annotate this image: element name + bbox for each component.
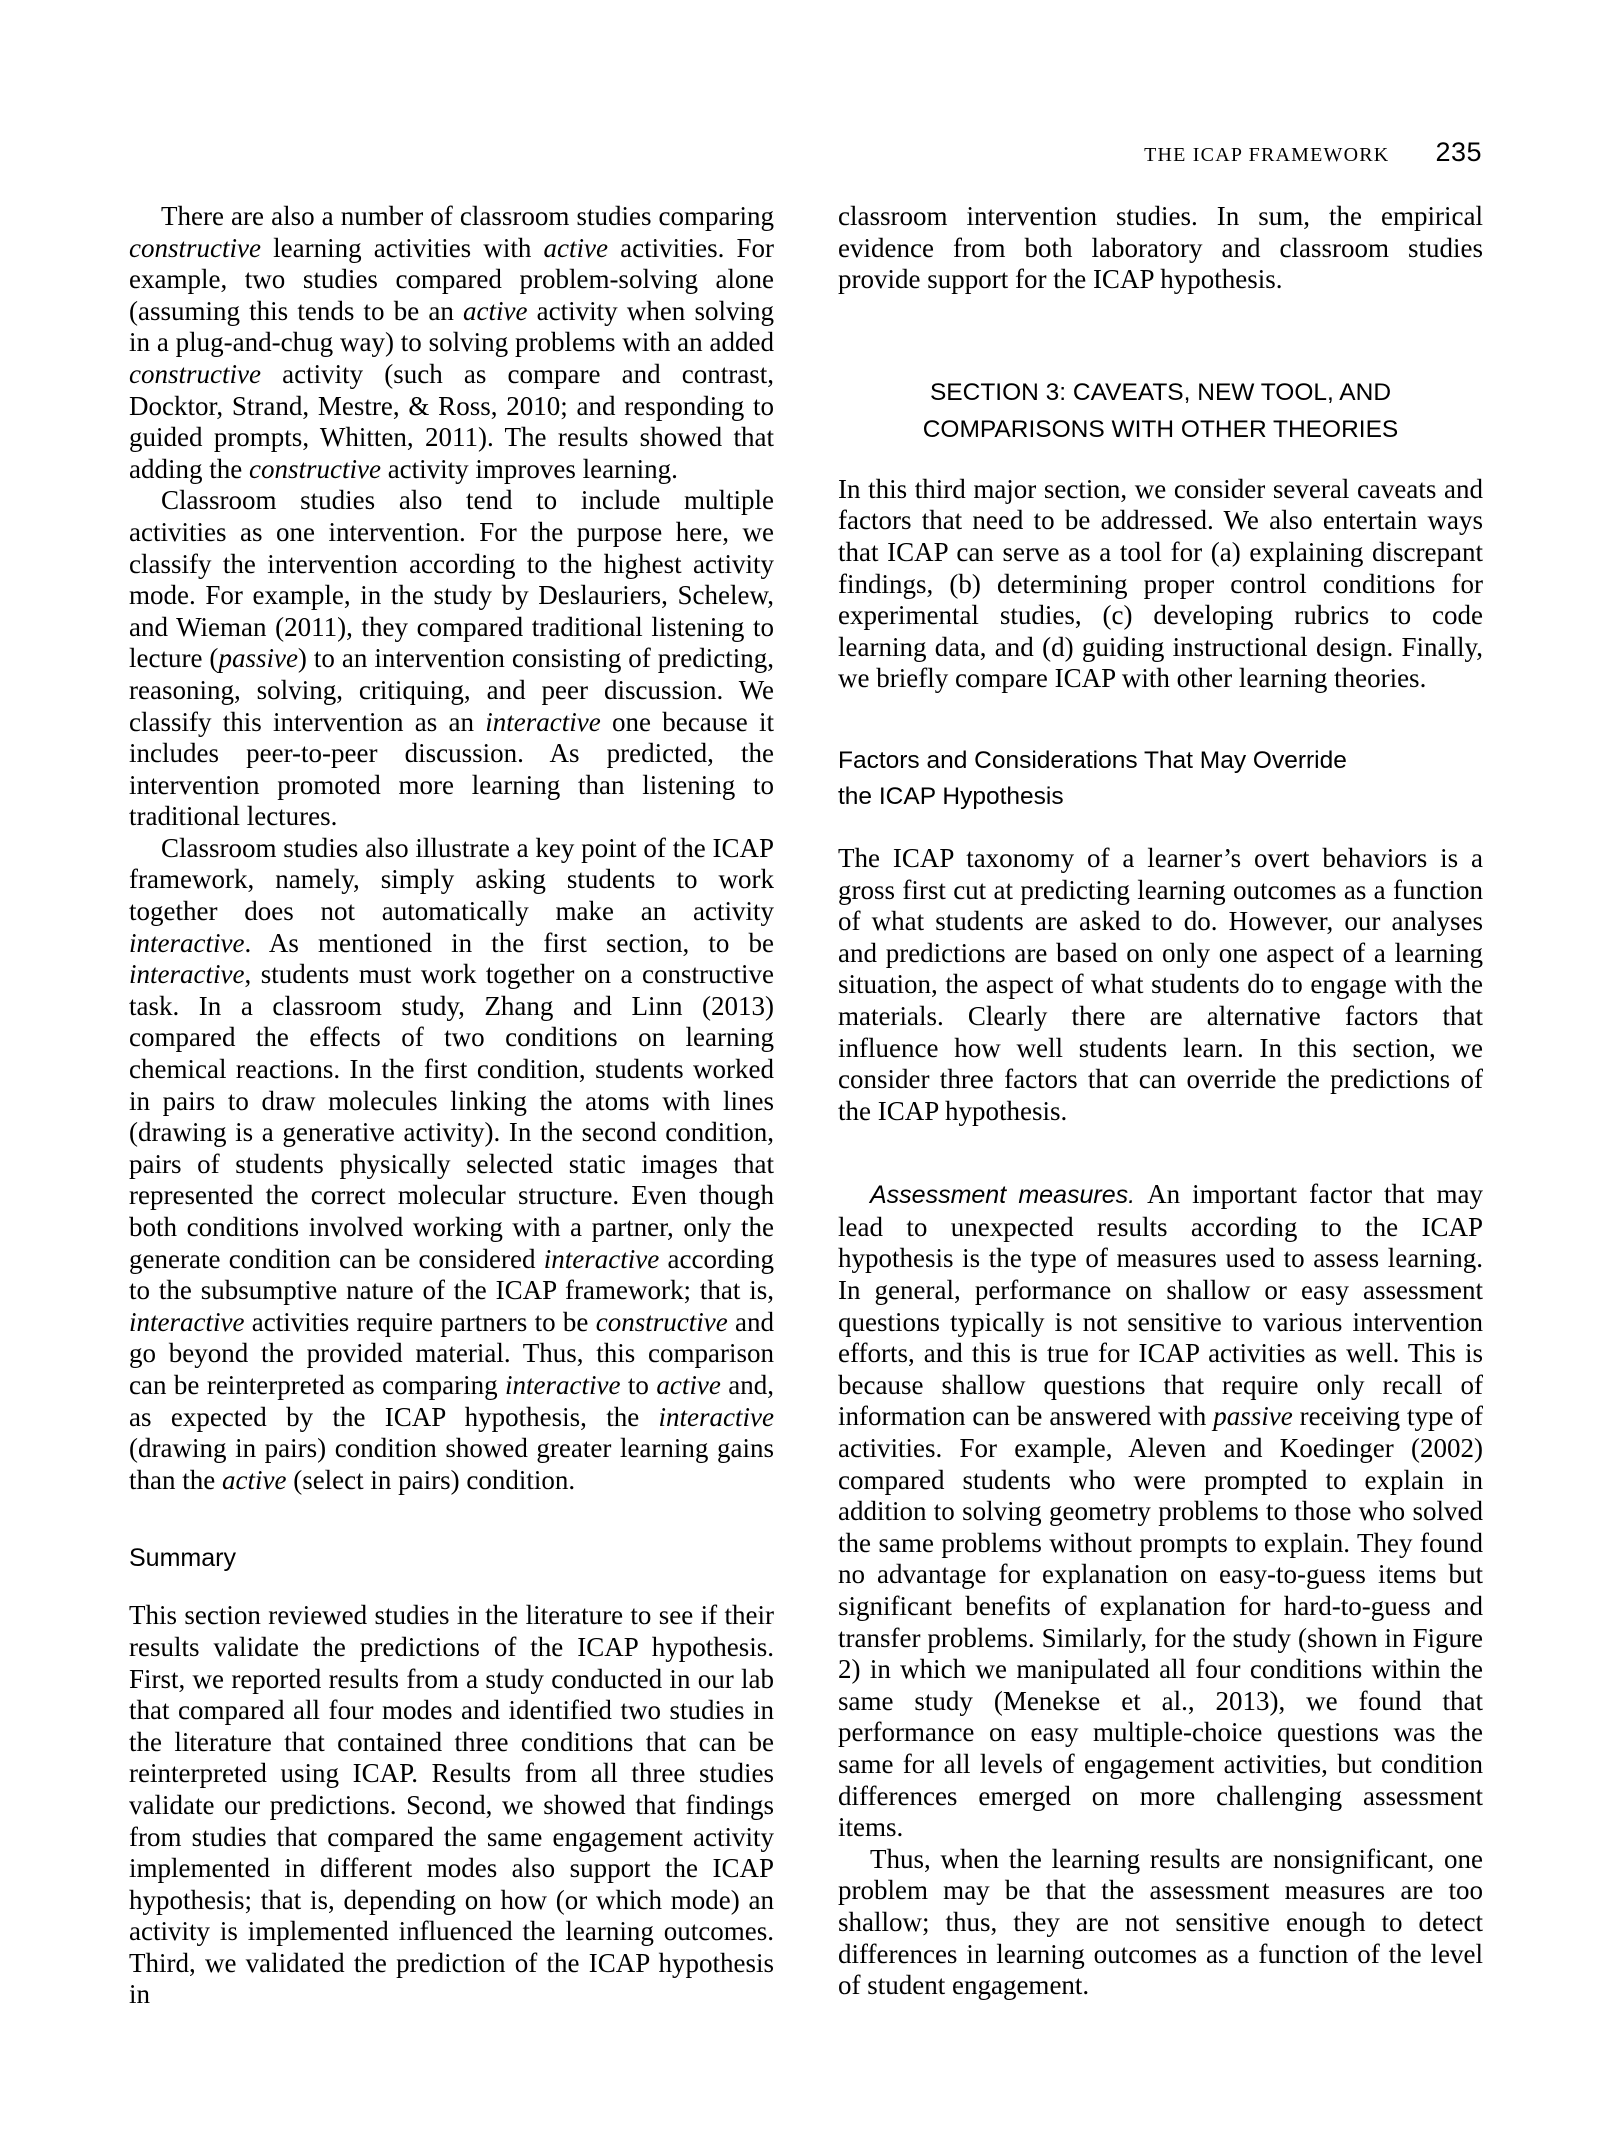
emphasis-text: interactive <box>505 1369 621 1400</box>
paragraph <box>838 474 1483 695</box>
text-segment: ) to an intervention consisting of predicting, reasoning, solving, critiquing, and peer discussion. We classify this intervention as an <box>129 643 775 737</box>
emphasis-text: interactive <box>129 927 245 958</box>
text-segment: This section reviewed studies in the literature to see if their results validate the predictions of the ICAP hypothesis. First, we reported results from a study conducted in our lab that compared all four modes and identified two studies in the literature that contained three conditions that can be reinterpreted using ICAP. Results from all three studies validate our predictions. Second, we showed that findings from studies that compared the same engagement activity implemented in different modes also support the ICAP hypothesis; that is, depending on how (or which mode) an activity is implemented influenced the learning outcomes. Third, we validated the prediction of the ICAP hypothesis in <box>129 1600 774 2010</box>
heading-line: Summary <box>129 1544 236 1573</box>
text-segment: activity improves learning. <box>380 453 678 484</box>
running-head-title: THE ICAP FRAMEWORK <box>1144 144 1390 166</box>
text-segment: one because it includes peer-to-peer discussion. As predicted, the intervention promoted more learning than listening to traditional lectures. <box>129 706 774 832</box>
paragraph <box>129 833 774 1496</box>
text-segment: (select in pairs) condition. <box>286 1464 576 1495</box>
text-segment: There are also a number of classroom studies comparing <box>161 201 774 231</box>
text-segment: activities. For example, two studies compared problem-solving alone (assuming this tends to be an <box>129 232 774 326</box>
text-segment: receiving type of activities. For example, Aleven and Koedinger (2002) compared students who were prompted to explain in addition to solving geometry problems to those who solved the same problems without prompts to explain. They found no advantage for explanation on easy-to-guess items but significant benefits of explanation for hard-to-guess and transfer problems. Similarly, for the study (shown in Figure 2) in which we manipulated all four conditions within the same study (Menekse et al., 2013), we found that performance on easy multiple-choice questions was the same for all levels of engagement activities, but condition differences emerged on more challenging assessment items. <box>838 1401 1483 1843</box>
paragraph <box>129 1600 774 2011</box>
text-segment: activity when solving in a plug-and-chug way) to solving problems with an added <box>129 295 774 358</box>
emphasis-text: interactive <box>129 1306 245 1337</box>
left-text-column <box>129 201 774 2011</box>
emphasis-text: active <box>543 232 608 263</box>
heading-line: Factors and Considerations That May Override <box>838 746 1347 774</box>
emphasis-text: active <box>656 1369 721 1400</box>
heading-line: COMPARISONS WITH OTHER THEORIES <box>922 415 1399 443</box>
paragraph <box>129 201 774 485</box>
paragraph <box>838 843 1483 1127</box>
text-segment: activity (such as compare and contrast, Docktor, Strand, Mestre, & Ross, 2010; and responding to guided prompts, Whitten, 2011). The results showed that adding the <box>129 358 774 484</box>
emphasis-text: interactive <box>485 706 601 737</box>
text-segment: An important factor that may lead to unexpected results according to the ICAP hypothesis is the type of measures used to assess learning. In general, performance on shallow or easy assessment questions typically is not sensitive to various intervention efforts, and this is true for ICAP activities as well. This is because shallow questions that require only recall of information can be answered with <box>838 1179 1483 1432</box>
emphasis-text: constructive <box>595 1306 728 1337</box>
column-heading <box>129 1542 774 1574</box>
emphasis-text: passive <box>1213 1401 1293 1432</box>
paragraph <box>838 1844 1483 2002</box>
emphasis-text: interactive <box>129 959 245 990</box>
text-segment: learning activities with <box>260 232 544 263</box>
emphasis-text: active <box>463 295 528 326</box>
text-segment: . As mentioned in the first section, to be <box>244 927 774 958</box>
heading-line: the ICAP Hypothesis <box>838 782 1064 810</box>
paragraph <box>129 485 774 833</box>
emphasis-text: passive <box>218 643 298 674</box>
section-heading <box>838 374 1483 448</box>
text-segment: (drawing in pairs) condition showed greater learning gains than the <box>129 1433 774 1495</box>
text-segment: Classroom studies also illustrate a key point of the ICAP framework, namely, simply asking students to work together does not automatically make an activity <box>129 832 774 927</box>
text-segment: Thus, when the learning results are nonsignificant, one problem may be that the assessment measures are too shallow; thus, they are not sensitive enough to detect differences in learning outcomes as a function of the level of student engagement. <box>838 1843 1483 2001</box>
text-segment: and go beyond the provided material. Thus, this comparison can be reinterpreted as comparing <box>129 1306 774 1400</box>
right-text-column <box>838 201 1483 2002</box>
text-segment: to <box>620 1369 657 1400</box>
paragraph <box>838 201 1483 296</box>
text-segment: activities require partners to be <box>244 1306 596 1337</box>
runin-heading: Assessment measures. <box>870 1181 1136 1210</box>
page-number: 235 <box>1435 137 1482 167</box>
text-segment: classroom intervention studies. In sum, the empirical evidence from both laboratory and classroom studies provide support for the ICAP hypothesis. <box>838 201 1483 295</box>
emphasis-text: interactive <box>543 1243 660 1274</box>
subsection-heading <box>838 743 1483 815</box>
text-segment: The ICAP taxonomy of a learner’s overt behaviors is a gross first cut at predicting learning outcomes as a function of what students are asked to do. However, our analyses and predictions are based on only one aspect of a learning situation, the aspect of what students do to engage with the materials. Clearly there are alternative factors that influence how well students learn. In this section, we consider three factors that can override the predictions of the ICAP hypothesis. <box>838 842 1483 1126</box>
heading-line: SECTION 3: CAVEATS, NEW TOOL, AND <box>929 378 1392 406</box>
emphasis-text: interactive <box>658 1401 774 1432</box>
text-segment: , students must work together on a constructive task. In a classroom study, Zhang and Linn (2013) compared the effects of two conditions on learning chemical reactions. In the first condition, students worked in pairs to draw molecules linking the atoms with lines (drawing is a generative activity). In the second condition, pairs of students physically selected static images that represented the correct molecular structure. Even though both conditions involved working with a partner, only the generate condition can be considered <box>129 959 774 1274</box>
text-segment: and, as expected by the ICAP hypothesis, the <box>129 1369 774 1432</box>
paragraph <box>838 1179 1483 1843</box>
text-segment: In this third major section, we consider several caveats and factors that need to be addressed. We also entertain ways that ICAP can serve as a tool for (a) explaining discrepant findings, (b) determining proper control conditions for experimental studies, (c) developing rubrics to code learning data, and (d) guiding instructional design. Finally, we briefly compare ICAP with other learning theories. <box>838 473 1483 694</box>
emphasis-text: constructive <box>129 358 261 389</box>
emphasis-text: constructive <box>129 232 261 263</box>
emphasis-text: constructive <box>248 453 381 484</box>
emphasis-text: active <box>221 1464 287 1495</box>
text-segment: according to the subsumptive nature of the ICAP framework; that is, <box>129 1243 774 1306</box>
text-segment: Classroom studies also tend to include multiple activities as one intervention. For the purpose here, we classify the intervention according to the highest activity mode. For example, in the study by Deslauriers, Schelew, and Wieman (2011), they compared traditional listening to lecture ( <box>129 485 774 674</box>
page-header <box>1144 137 1482 168</box>
